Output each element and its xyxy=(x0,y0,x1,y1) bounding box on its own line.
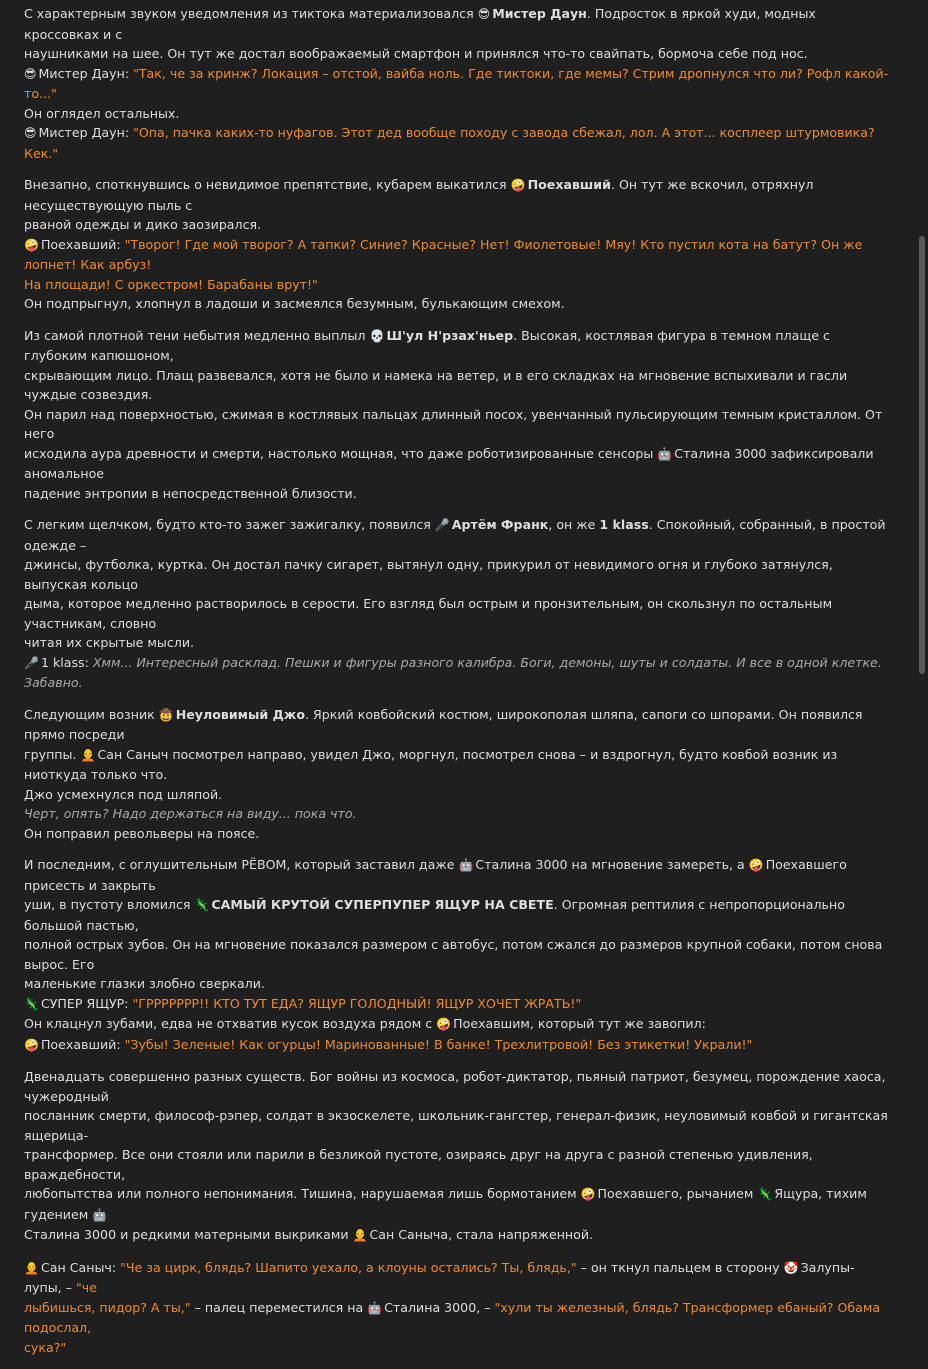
person-emoji-icon: 🧑‍🦲 xyxy=(24,1260,39,1275)
dialogue-quote: На площади! С оркестром! Барабаны врут!" xyxy=(24,276,318,292)
message-joe-intro: Следующим возник 🤠 Неуловимый Джо. Яркий ковбойский костюм, широкополая шляпа, сапоги со шпорами. Он появился прямо посреди группы. 🧑‍🦲 Сан Саныч посмотрел направо, увидел Джо, моргнул, посмотрел снова – и вздрогнул, будто ковбой возник из ниоткуда только что. Джо усмехнулся под шляпой. Черт, опять? Надо держаться на виду... пока что. Он поправил револьверы на поясе. xyxy=(24,705,892,844)
person-emoji-icon: 🧑‍🦲 xyxy=(352,1228,368,1242)
person-emoji-icon: 🧑‍🦲 xyxy=(80,747,96,762)
robot-emoji-icon: 🤖 xyxy=(458,858,474,872)
scrollbar-thumb[interactable] xyxy=(919,236,925,674)
crazy-face-emoji-icon: 🤪 xyxy=(748,858,764,872)
robot-emoji-icon: 🤖 xyxy=(367,1300,383,1315)
character-name: Неуловимый Джо xyxy=(175,706,305,722)
robot-emoji-icon: 🤖 xyxy=(92,1207,108,1222)
message-shul-intro: Из самой плотной тени небытия медленно выплыл 💀 Ш'ул Н'рзах'ньер. Высокая, костлявая фигура в темном плаще с глубоким капюшоном, скрывающим лицо. Плащ развевался, хотя не было и намека на ветер, и в его складках на мгновение вспыхивали и гасли чуждые созвездия. Он парил над поверхностью, сжимая в костлявых пальцах длинный посох, увенчанный пульсирующим темным кристаллом. От него исходила аура древности и смерти, настолько мощная, что даже роботизированные сенсоры 🤖 Сталина 3000 зафиксировали аномальное падение энтропии в непосредственной близости. xyxy=(24,327,883,501)
chat-log xyxy=(24,4,892,1369)
message-summary: Двенадцать совершенно разных существ. Бог войны из космоса, робот-диктатор, пьяный патриот, безумец, порождение хаоса, чужеродный посланник смерти, философ-рэпер, солдат в экзоскелете, школьник-гангстер, генерал-физик, неуловимый ковбой и гигантская ящерица- трансформер. Все они стояли или парили в безликой пустоте, озираясь друг на друга с разной степенью удивления, враждебности, любопытства или полного непонимания. Тишина, нарушаемая лишь бормотанием 🤪 Поехавшего, рычанием 🦎 Ящура, тихим гудением 🤖 Сталина 3000 и редкими матерными выкриками 🧑‍🦲 Сан Саныча, стала напряженной. xyxy=(24,1069,888,1242)
dialogue-quote: "Так, че за кринж? Локация – отстой, вайба ноль. Где тиктоки, где мемы? Стрим дропнулся что ли? Рофл какой-то..." xyxy=(24,65,889,101)
crazy-face-emoji-icon: 🤪 xyxy=(24,1037,39,1052)
crazy-face-emoji-icon: 🤪 xyxy=(510,178,526,192)
speaker-name: Мистер Даун: xyxy=(38,125,134,140)
message-lizard-intro: И последним, с оглушительным РЁВОМ, который заставил даже 🤖 Сталина 3000 на мгновение замереть, а 🤪 Поехавшего присесть и закрыть уши, в пустоту вломился 🦎 САМЫЙ КРУТОЙ СУПЕРПУПЕР ЯЩУР НА СВЕТЕ. Огромная рептилия с непропорционально большой пастью, полной острых зубов. Он на мгновение показался размером с автобус, потом сжался до размеров крупной собаки, потом снова вырос. Его маленькие глазки злобно сверкали. 🦎 СУПЕР ЯЩУР: "ГРРРРРРР!! КТО ТУТ ЕДА? ЯЩУР ГОЛОДНЫЙ! ЯЩУР ХОЧЕТ ЖРАТЬ!" Он клацнул зубами, едва не отхватив кусок воздуха рядом с 🤪 Поехавшим, который тут же завопил: 🤪 Поехавший: "Зубы! Зеленые! Как огурцы! Маринованные! В банке! Трехлитровой! Без этикетки! Украли!" xyxy=(24,857,883,1052)
message-mister-daun-intro: С характерным звуком уведомления из тиктока материализовался 😎 Мистер Даун. Подросток в яркой худи, модных кроссовках и с наушниками на шее. Он тут же достал воображаемый смартфон и принялся что-то свайпать, бормоча себе под нос. 😎 Мистер Даун: "Так, че за кринж? Локация – отстой, вайба ноль. Где тиктоки, где мемы? Стрим дропнулся что ли? Рофл какой-то..." Он оглядел остальных. 😎 Мистер Даун: "Опа, пачка каких-то нуфагов. Этот дед вообще походу с завода сбежал, лол. А этот... косплеер штурмовика? Кек." xyxy=(24,6,889,161)
speaker-name: 1 klass: xyxy=(40,654,93,670)
character-name: Ш'ул Н'рзах'ньер xyxy=(386,327,514,343)
lizard-emoji-icon: 🦎 xyxy=(24,996,39,1011)
speaker-name: Сан Саныч: xyxy=(40,1259,121,1275)
speaker-name: Мистер Даун: xyxy=(38,65,134,81)
robot-emoji-icon: 🤖 xyxy=(657,446,673,461)
dialogue-quote: "Опа, пачка каких-то нуфагов. Этот дед вообще походу с завода сбежал, лол. А этот... косплеер штурмовика? Кек." xyxy=(24,125,875,161)
message-san-sanych: 🧑‍🦲 Сан Саныч: "Че за цирк, блядь? Шапито уехало, а клоуны остались? Ты, блядь," – он ткнул пальцем в сторону 🤡 Залупы-лупы, – "че лыбишься, пидор? А ты," – палец переместился на 🤖 Сталина 3000, – "хули ты железный, блядь? Трансформер ебаный? Обама подослал, сука?" xyxy=(24,1258,892,1358)
crazy-face-emoji-icon: 🤪 xyxy=(24,237,39,252)
message-crazy-intro: Внезапно, споткнувшись о невидимое препятствие, кубарем выкатился 🤪 Поехавший. Он тут же вскочил, отряхнул несуществующую пыль с рваной одежды и дико заозирался. 🤪 Поехавший: "Творог! Где мой творог? А тапки? Синие? Красные? Нет! Фиолетовые! Мяу! Кто пустил кота на батут? Он же лопнет! Как арбуз! На площади! С оркестром! Барабаны врут!" Он подпрыгнул, хлопнул в ладоши и засмеялся безумным, булькающим смехом. xyxy=(24,175,892,314)
dialogue-quote: сука?" xyxy=(24,1339,67,1355)
lizard-emoji-icon: 🦎 xyxy=(194,898,210,912)
microphone-emoji-icon: 🎤 xyxy=(434,518,450,532)
inner-thought: Черт, опять? Надо держаться на виду... пока что. xyxy=(24,806,357,821)
dialogue-quote: "Че за цирк, блядь? Шапито уехало, а клоуны остались? Ты, блядь," xyxy=(120,1259,577,1275)
character-name: САМЫЙ КРУТОЙ СУПЕРПУПЕР ЯЩУР НА СВЕТЕ xyxy=(211,897,554,912)
character-name: Поехавший xyxy=(527,177,611,192)
dialogue-quote: "ГРРРРРРР!! КТО ТУТ ЕДА? ЯЩУР ГОЛОДНЫЙ! ЯЩУР ХОЧЕТ ЖРАТЬ!" xyxy=(132,995,582,1011)
dialogue-quote: "че xyxy=(76,1280,97,1295)
sunglasses-emoji-icon: 😎 xyxy=(24,66,37,81)
sunglasses-emoji-icon: 😎 xyxy=(477,7,491,21)
dialogue-quote: "Зубы! Зеленые! Как огурцы! Маринованные! В банке! Трехлитровой! Без этикетки! Украли!" xyxy=(124,1036,753,1052)
scrollbar[interactable] xyxy=(916,0,928,817)
dialogue-quote: "Творог! Где мой творог? А тапки? Синие? Красные? Нет! Фиолетовые! Мяу! Кто пустил кота на батут? Он же лопнет! Как арбуз! xyxy=(24,236,863,272)
skull-emoji-icon: 💀 xyxy=(369,328,385,343)
dialogue-quote: "хули ты железный, блядь? Трансформер ебаный? Обама подослал, xyxy=(24,1299,881,1335)
microphone-emoji-icon: 🎤 xyxy=(24,655,39,670)
crazy-face-emoji-icon: 🤪 xyxy=(580,1187,596,1201)
speaker-name: СУПЕР ЯЩУР: xyxy=(40,995,133,1011)
lizard-emoji-icon: 🦎 xyxy=(757,1187,773,1201)
dialogue-quote: лыбишься, пидор? А ты," xyxy=(24,1299,191,1315)
inner-thought: Хмм... Интересный расклад. Пешки и фигуры разного калибра. Боги, демоны, шуты и солдаты. И все в одной клетке. Забавно. xyxy=(24,654,882,690)
character-name: Артём Франк xyxy=(451,517,549,532)
clown-emoji-icon: 🤡 xyxy=(783,1260,799,1275)
cowboy-emoji-icon: 🤠 xyxy=(158,707,174,722)
character-name: Мистер Даун xyxy=(492,6,587,21)
speaker-name: Поехавший: xyxy=(40,236,125,252)
sunglasses-emoji-icon: 😎 xyxy=(24,126,37,140)
speaker-name: Поехавший: xyxy=(40,1036,125,1052)
crazy-face-emoji-icon: 🤪 xyxy=(436,1017,452,1031)
message-artem-intro: С легким щелчком, будто кто-то зажег зажигалку, появился 🎤 Артём Франк, он же 1 klass. Спокойный, собранный, в простой одежде – джинсы, футболка, куртка. Он достал пачку сигарет, вытянул одну, прикурил от невидимого огня и глубоко затянулся, выпуская кольцо дыма, которое медленно растворилось в серости. Его взгляд был острым и пронзительным, он скользнул по остальным участникам, словно читая их скрытые мысли. 🎤 1 klass: Хмм... Интересный расклад. Пешки и фигуры разного калибра. Боги, демоны, шуты и солдаты. И все в одной клетке. Забавно. xyxy=(24,517,886,690)
